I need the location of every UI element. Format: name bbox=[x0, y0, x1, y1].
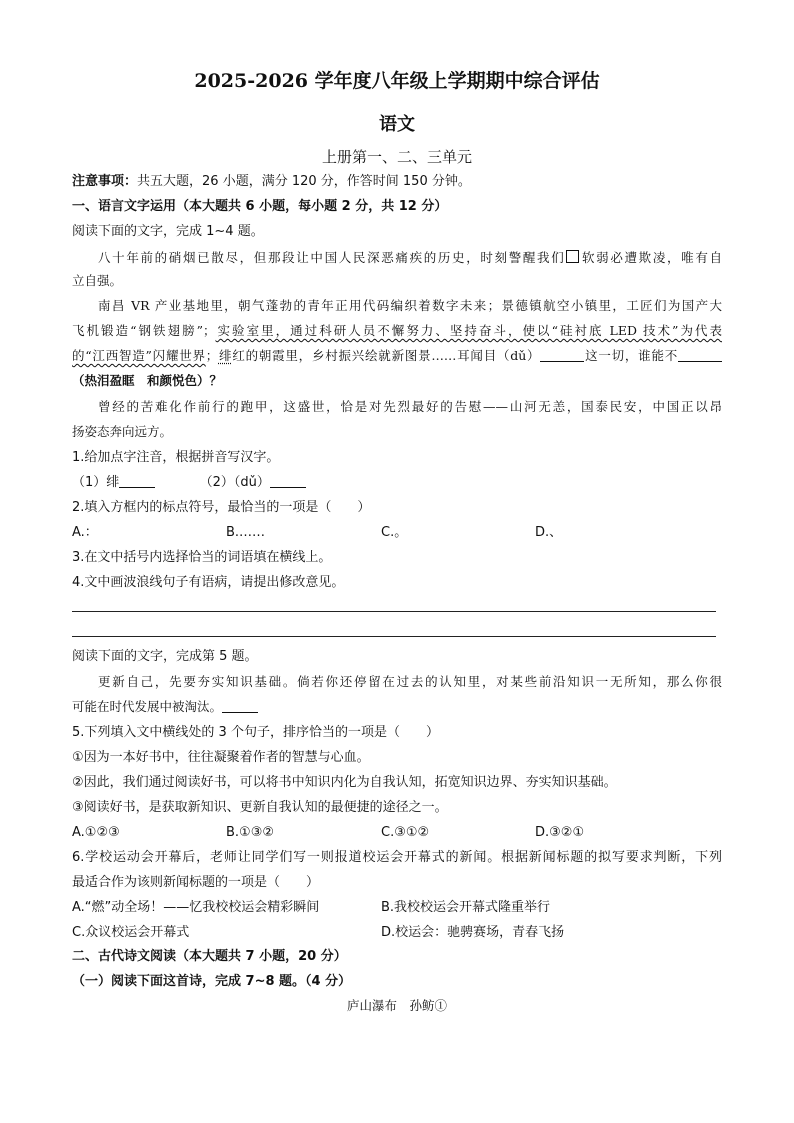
passage2-line bbox=[72, 325, 722, 338]
passage4-line bbox=[72, 676, 722, 689]
q1-part-b: （2）（dǔ） bbox=[199, 475, 270, 490]
answer-blank[interactable] bbox=[270, 476, 306, 488]
question-1: 1.给加点字注音，根据拼音写汉字。 bbox=[72, 450, 280, 465]
section1-heading: 一、语言文字运用（本大题共 6 小题，每小题 2 分，共 12 分） bbox=[72, 199, 448, 214]
section1-intro2: 阅读下面的文字，完成第 5 题。 bbox=[72, 649, 258, 664]
scope-line: 上册第一、二、三单元 bbox=[321, 148, 472, 166]
passage-text: 这一切，谁能不 bbox=[584, 348, 678, 363]
q6-option[interactable]: B.我校校运会开幕式隆重举行 bbox=[381, 900, 551, 915]
question-6-cont: 最适合作为该则新闻标题的一项是（ ） bbox=[72, 875, 320, 890]
q6-option[interactable]: C.众议校运会开幕式 bbox=[72, 925, 190, 940]
passage3-line bbox=[72, 401, 722, 414]
notice-text: 共五大题，26 小题，满分 120 分，作答时间 150 分钟。 bbox=[137, 174, 471, 189]
q5-option[interactable]: B.①③② bbox=[226, 825, 275, 840]
wavy-sentence: 的“江西智造”闪耀世界 bbox=[72, 348, 206, 363]
answer-line[interactable] bbox=[72, 611, 716, 612]
passage-text: 软弱必遭欺凌，唯有自 bbox=[580, 250, 722, 265]
q6-option[interactable]: A.“燃”动全场！——忆我校校运会精彩瞬间 bbox=[72, 900, 320, 915]
passage2-line: （热泪盈眶 和颜悦色）？ bbox=[72, 373, 223, 388]
section1-intro: 阅读下面的文字，完成 1~4 题。 bbox=[72, 224, 264, 239]
q2-option[interactable]: C.。 bbox=[381, 525, 408, 540]
passage-text: 八十年前的硝烟已散尽，但那段让中国人民深恶痛疾的历史，时刻警醒我们 bbox=[98, 250, 566, 265]
passage2-line bbox=[72, 300, 722, 313]
poem-title: 庐山瀑布 孙鲂① bbox=[346, 998, 447, 1013]
answer-blank[interactable] bbox=[540, 350, 584, 362]
question-3: 3.在文中括号内选择恰当的词语填在横线上。 bbox=[72, 550, 332, 565]
passage2-line bbox=[72, 350, 722, 363]
q6-option[interactable]: D.校运会：驰骋赛场，青春飞扬 bbox=[381, 925, 565, 940]
answer-blank[interactable] bbox=[678, 350, 722, 362]
passage-text: ； bbox=[205, 348, 219, 363]
question-4: 4.文中画波浪线句子有语病，请提出修改意见。 bbox=[72, 575, 345, 590]
passage3-line: 扬姿态奔向远方。 bbox=[72, 424, 173, 439]
q1-part-a: （1）绯 bbox=[72, 475, 120, 490]
passage-text: 飞机锻造“钢铁翅膀”； bbox=[72, 323, 216, 338]
question-1-parts bbox=[72, 476, 306, 489]
question-2: 2.填入方框内的标点符号，最恰当的一项是（ ） bbox=[72, 500, 371, 515]
dotted-char: 绯 bbox=[218, 348, 233, 363]
q2-option[interactable]: A.： bbox=[72, 525, 98, 540]
q5-sentence: ③阅读好书，是获取新知识、更新自我认知的最便捷的途径之一。 bbox=[72, 800, 448, 815]
passage1-line bbox=[72, 250, 722, 265]
passage-text: 南昌 VR 产业基地里，朝气蓬勃的青年正用代码编织着数字未来；景德镇航空小镇里，工匠们为国产大 bbox=[98, 298, 722, 313]
section2-heading: 二、古代诗文阅读（本大题共 7 小题，20 分） bbox=[72, 949, 347, 964]
answer-blank[interactable] bbox=[119, 476, 155, 488]
q2-option[interactable]: D.、 bbox=[535, 525, 563, 540]
section2-subheading: （一）阅读下面这首诗，完成 7~8 题。（4 分） bbox=[72, 974, 352, 989]
passage-text: 更新自己，先要夯实知识基础。倘若你还停留在过去的认知里，对某些前沿知识一无所知，那么你很 bbox=[98, 674, 722, 689]
wavy-sentence: 实验室里，通过科研人员不懈努力、坚持奋斗，使以“硅衬底 LED 技术”为代表 bbox=[215, 323, 722, 338]
q5-option[interactable]: A.①②③ bbox=[72, 825, 120, 840]
q2-option[interactable]: B.…… bbox=[226, 525, 266, 540]
subject-title: 语文 bbox=[379, 114, 415, 135]
question-5: 5.下列填入文中横线处的 3 个句子，排序恰当的一项是（ ） bbox=[72, 725, 439, 740]
q5-option[interactable]: C.③①② bbox=[381, 825, 430, 840]
passage-text: 曾经的苦难化作前行的跑甲，这盛世，恰是对先烈最好的告慰——山河无恙，国泰民安，中国正以昂 bbox=[98, 399, 722, 414]
passage4-line bbox=[72, 701, 258, 714]
question-6 bbox=[72, 851, 722, 864]
q5-option[interactable]: D.③②① bbox=[535, 825, 585, 840]
passage1-line: 立自强。 bbox=[72, 273, 123, 288]
passage-text: 红的朝霞里，乡村振兴绘就新图景……耳闻目（dǔ） bbox=[232, 348, 541, 363]
answer-blank[interactable] bbox=[222, 701, 258, 713]
answer-line[interactable] bbox=[72, 636, 716, 637]
q5-sentence: ①因为一本好书中，往往凝聚着作者的智慧与心血。 bbox=[72, 750, 370, 765]
q5-sentence: ②因此，我们通过阅读好书，可以将书中知识内化为自我认知，拓宽知识边界、夯实知识基础。 bbox=[72, 775, 617, 790]
passage-text: 可能在时代发展中被淘汰。 bbox=[72, 699, 223, 714]
page-title: 2025-2026 学年度八年级上学期期中综合评估 bbox=[194, 70, 600, 92]
notice-label: 注意事项： bbox=[72, 174, 138, 189]
notice bbox=[72, 175, 471, 188]
q6-text: 6.学校运动会开幕后，老师让同学们写一则报道校运会开幕式的新闻。根据新闻标题的拟写要求判断，下列 bbox=[72, 850, 722, 865]
punctuation-box bbox=[566, 250, 579, 263]
